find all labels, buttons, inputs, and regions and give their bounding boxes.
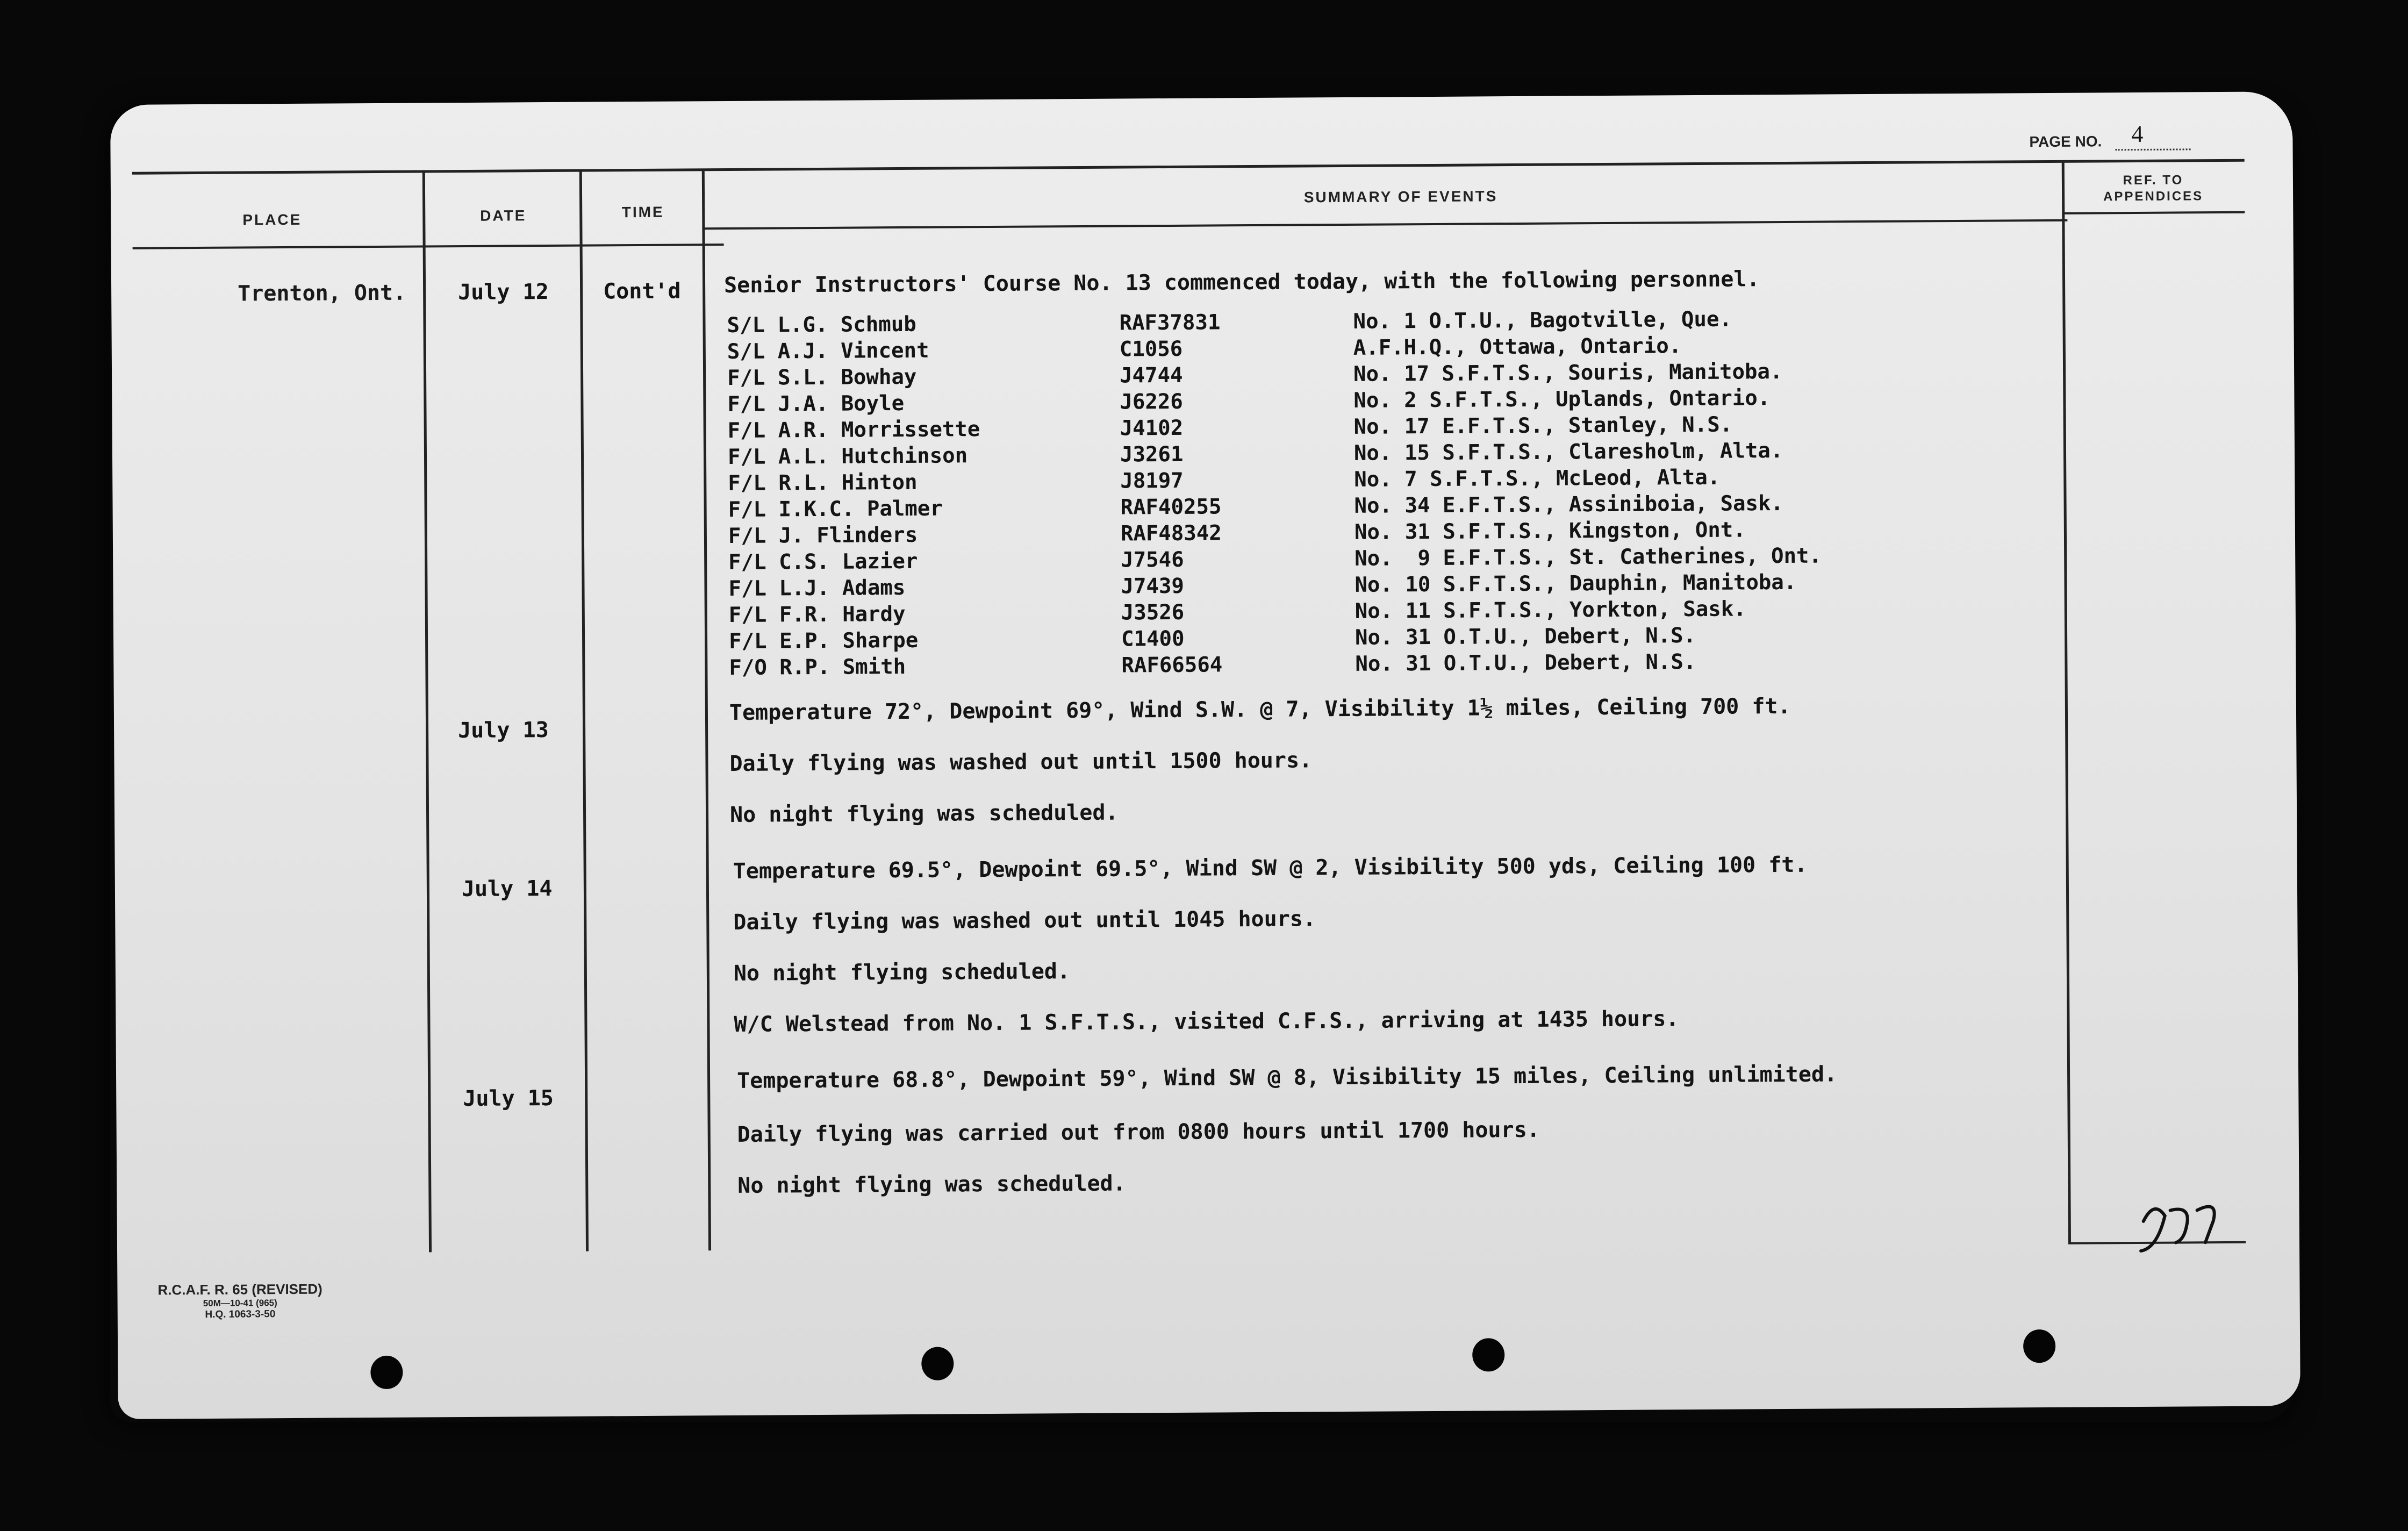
roster-number: RAF37831 (1119, 310, 1221, 335)
handwritten-mark (2132, 1189, 2251, 1254)
column-divider-time (702, 170, 711, 1250)
date-july-12: July 12 (458, 280, 549, 305)
roster-unit: No. 1 O.T.U., Bagotville, Que. (1353, 307, 1732, 334)
roster-unit: No. 17 S.F.T.S., Souris, Manitoba. (1353, 360, 1783, 387)
column-divider-summary (2062, 162, 2071, 1242)
roster-name: F/L A.R. Morrissette (727, 417, 980, 443)
date-july-14: July 14 (461, 876, 553, 902)
roster-unit: No. 11 S.F.T.S., Yorkton, Sask. (1354, 597, 1746, 624)
roster-name: F/L F.R. Hardy (728, 602, 906, 627)
roster-unit: No. 17 E.F.T.S., Stanley, N.S. (1353, 412, 1733, 439)
roster-number: J8197 (1120, 468, 1184, 493)
form-identifier (157, 1281, 322, 1321)
roster-number: J3526 (1121, 600, 1185, 625)
personnel-roster (727, 307, 1822, 682)
roster-unit: No. 34 E.F.T.S., Assiniboia, Sask. (1354, 491, 1784, 518)
roster-unit: A.F.H.Q., Ottawa, Ontario. (1353, 334, 1682, 360)
roster-number: RAF66564 (1121, 653, 1223, 678)
column-header-ref-line2: APPENDICES (2103, 189, 2204, 204)
form-line1: R.C.A.F. R. 65 (REVISED) (157, 1280, 322, 1298)
column-header-time: TIME (621, 203, 664, 221)
july14-line2: Daily flying was washed out until 1045 hours. (733, 906, 1316, 935)
punch-hole (2023, 1329, 2055, 1363)
july13-weather: Temperature 72°, Dewpoint 69°, Wind S.W. @ 7, Visibility 1½ miles, Ceiling 700 ft. (729, 693, 1791, 725)
roster-unit: No. 2 S.F.T.S., Uplands, Ontario. (1353, 386, 1771, 413)
date-july-15: July 15 (463, 1085, 554, 1112)
form-line2: 50M—10-41 (965) (203, 1298, 277, 1308)
punch-hole (370, 1356, 403, 1389)
column-header-summary: SUMMARY OF EVENTS (1303, 188, 1498, 206)
roster-unit: No. 10 S.F.T.S., Dauphin, Manitoba. (1354, 570, 1797, 597)
roster-number: RAF40255 (1120, 495, 1222, 520)
roster-number: C1056 (1119, 337, 1183, 362)
roster-name: F/L L.J. Adams (728, 575, 906, 601)
page-no-value: 4 (2131, 120, 2144, 148)
roster-number: RAF48342 (1120, 521, 1222, 546)
july15-weather: Temperature 68.8°, Dewpoint 59°, Wind SW @ 8, Visibility 15 miles, Ceiling unlimited. (736, 1062, 1838, 1093)
punch-hole (1472, 1338, 1504, 1371)
column-divider-date (579, 171, 589, 1251)
roster-name: S/L A.J. Vincent (727, 338, 929, 364)
july15-line2: Daily flying was carried out from 0800 hours until 1700 hours. (737, 1117, 1540, 1147)
roster-unit: No. 31 O.T.U., Debert, N.S. (1355, 649, 1696, 676)
header-rule-ref (2062, 211, 2245, 214)
roster-number: J7546 (1121, 547, 1184, 573)
header-rule-left (133, 244, 724, 249)
date-july-13: July 13 (457, 718, 549, 743)
july14-line4: W/C Welstead from No. 1 S.F.T.S., visited C.F.S., arriving at 1435 hours. (734, 1006, 1679, 1037)
july13-line3: No night flying was scheduled. (729, 800, 1119, 827)
roster-number: J4744 (1119, 363, 1183, 388)
roster-name: F/L R.L. Hinton (728, 470, 918, 496)
roster-name: F/L J. Flinders (728, 523, 918, 548)
roster-number: J6226 (1120, 389, 1183, 414)
page-no-underline (2116, 148, 2191, 151)
roster-number: C1400 (1121, 626, 1185, 652)
column-header-ref-line1: REF. TO (2123, 173, 2184, 188)
july14-weather: Temperature 69.5°, Dewpoint 69.5°, Wind SW @ 2, Visibility 500 yds, Ceiling 100 ft. (733, 852, 1808, 884)
roster-name: F/L S.L. Bowhay (727, 364, 917, 390)
time-contd: Cont'd (603, 278, 681, 304)
roster-name: S/L L.G. Schmub (727, 312, 916, 338)
roster-unit: No. 31 S.F.T.S., Kingston, Ont. (1354, 518, 1746, 545)
july13-line2: Daily flying was washed out until 1500 hours. (729, 748, 1313, 776)
roster-unit: No. 15 S.F.T.S., Claresholm, Alta. (1353, 439, 1783, 466)
top-rule (132, 159, 2245, 175)
form-sheet (110, 91, 2300, 1419)
roster-unit: No. 7 S.F.T.S., McLeod, Alta. (1354, 465, 1721, 492)
column-header-place: PLACE (242, 211, 302, 228)
roster-name: F/L A.L. Hutchinson (727, 443, 968, 469)
july12-intro: Senior Instructors' Course No. 13 commenced today, with the following personnel. (723, 267, 1760, 298)
roster-unit: No. 9 E.F.T.S., St. Catherines, Ont. (1354, 543, 1822, 571)
column-header-date: DATE (480, 207, 527, 224)
form-line3: H.Q. 1063-3-50 (205, 1308, 276, 1320)
roster-name: F/L E.P. Sharpe (728, 628, 919, 654)
page-no-label: PAGE NO. (2029, 133, 2102, 151)
roster-number: J7439 (1121, 574, 1185, 599)
roster-unit: No. 31 O.T.U., Debert, N.S. (1354, 623, 1696, 650)
roster-name: F/L C.S. Lazier (728, 549, 918, 575)
roster-number: J4102 (1120, 416, 1184, 441)
roster-name: F/L I.K.C. Palmer (728, 496, 943, 522)
column-divider-place (422, 171, 432, 1252)
place-cell: Trenton, Ont. (238, 280, 406, 306)
roster-number: J3261 (1120, 442, 1184, 467)
july15-line3: No night flying was scheduled. (737, 1171, 1126, 1198)
header-rule-summary (702, 219, 2067, 230)
punch-hole (921, 1347, 954, 1380)
july14-line3: No night flying scheduled. (733, 959, 1071, 986)
roster-name: F/O R.P. Smith (729, 654, 906, 680)
roster-name: F/L J.A. Boyle (727, 391, 905, 417)
